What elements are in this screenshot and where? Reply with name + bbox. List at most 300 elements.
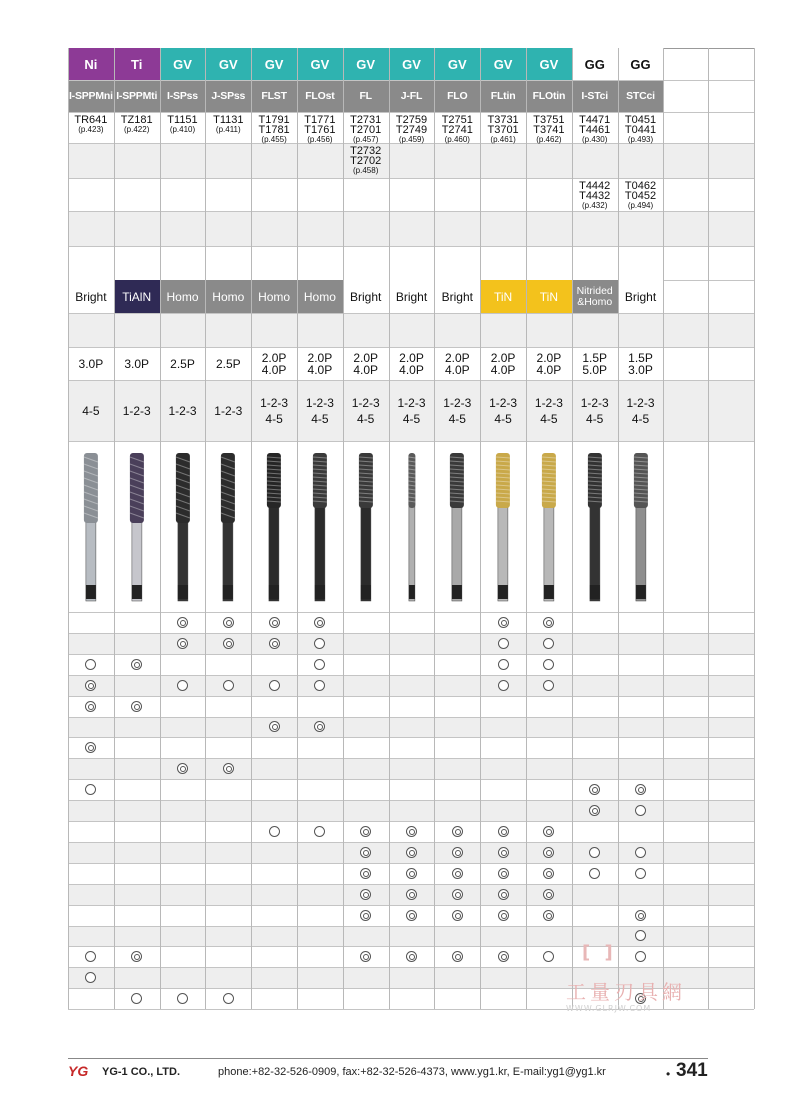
class-value: 4-5 [357, 411, 375, 426]
tap-type-label: I-SPss [167, 90, 198, 102]
recommended-icon [543, 910, 554, 921]
page-ref[interactable]: (p.455) [261, 135, 287, 144]
grid-hline [68, 654, 754, 655]
pitch-values [389, 347, 435, 380]
grade-gv: GV [205, 48, 251, 80]
suitable-icon [177, 993, 188, 1004]
product-codes [160, 112, 206, 143]
recommended-icon [177, 617, 188, 628]
product-code[interactable]: T2751 [441, 114, 473, 126]
coating-label: Bright [343, 280, 389, 313]
page-ref[interactable]: (p.432) [582, 201, 608, 210]
class-value: 1-2-3 [305, 395, 334, 410]
tap-type-label: J-FL [400, 90, 423, 102]
grid-vline [754, 48, 755, 1009]
product-codes [526, 112, 572, 143]
page-number: 341 [676, 1060, 708, 1081]
tap-type-label: FL [359, 90, 372, 102]
recommended-icon [406, 889, 417, 900]
product-codes [480, 112, 526, 143]
grid-vline [480, 48, 481, 1009]
recommended-icon [131, 659, 142, 670]
product-codes [434, 112, 480, 143]
recommended-icon [360, 889, 371, 900]
grid-hline [68, 967, 754, 968]
product-code[interactable]: T0452 [624, 190, 657, 202]
tolerance-classes [68, 380, 114, 441]
grid-hline [68, 717, 754, 718]
coating-label: TiN [526, 280, 572, 313]
grid-vline [160, 48, 161, 1009]
suitable-icon [635, 868, 646, 879]
pitch-value: 3.0P [78, 356, 104, 371]
recommended-icon [360, 826, 371, 837]
tolerance-classes [572, 380, 618, 441]
recommended-icon [406, 910, 417, 921]
product-codes [68, 112, 114, 143]
suitable-icon [498, 638, 509, 649]
pitch-value: 1.5P [582, 350, 608, 365]
tap-tool-image [160, 447, 206, 607]
product-code[interactable]: T4442 [579, 180, 611, 192]
grade-gv: GV [480, 48, 526, 80]
tap-type-label: FLtin [490, 90, 516, 102]
grid-hline [68, 884, 754, 885]
product-code[interactable]: T3751 [533, 114, 565, 126]
product-code[interactable]: TZ181 [120, 114, 153, 126]
grade-gv: GV [434, 48, 480, 80]
grid-hline [68, 800, 754, 801]
coating-label: Bright [434, 280, 480, 313]
class-value: 4-5 [448, 411, 466, 426]
grid-vline [251, 48, 252, 1009]
recommended-icon [498, 889, 509, 900]
grid-hline [68, 842, 754, 843]
recommended-icon [635, 910, 646, 921]
recommended-icon [269, 638, 280, 649]
class-value: 4-5 [586, 411, 604, 426]
product-codes [297, 112, 343, 143]
product-code[interactable]: T2702 [350, 155, 382, 167]
class-value: 1-2-3 [122, 403, 151, 418]
product-codes-alt [343, 143, 389, 178]
tolerance-classes [297, 380, 343, 441]
page-ref[interactable]: (p.462) [536, 135, 562, 144]
grade-gg: GG [618, 48, 664, 80]
grade-gv: GV [389, 48, 435, 80]
recommended-icon [543, 826, 554, 837]
row-shade [68, 143, 754, 178]
class-value: 1-2-3 [580, 395, 609, 410]
class-value: 4-5 [265, 411, 283, 426]
grade-gg: GG [572, 48, 618, 80]
tolerance-classes [480, 380, 526, 441]
recommended-icon [85, 680, 96, 691]
grid-vline [205, 48, 206, 1009]
pitch-value: 5.0P [582, 362, 608, 377]
tap-type-label: I-SPPMni [68, 90, 113, 102]
recommended-icon [452, 889, 463, 900]
coating-label: Homo [297, 280, 343, 313]
grade-gv: GV [251, 48, 297, 80]
tap-tool-image [343, 447, 389, 607]
recommended-icon [223, 638, 234, 649]
row-shade [68, 211, 754, 246]
pitch-value: 4.0P [444, 362, 470, 377]
grid-hline [68, 313, 754, 314]
tolerance-classes [114, 380, 160, 441]
recommended-icon [406, 847, 417, 858]
recommended-icon [360, 910, 371, 921]
row-shade [68, 758, 754, 779]
pitch-values [68, 347, 114, 380]
footer-rule [68, 1058, 708, 1059]
suitable-icon [543, 659, 554, 670]
grid-hline [68, 633, 754, 634]
page-ref[interactable]: (p.457) [353, 135, 379, 144]
recommended-icon [360, 847, 371, 858]
class-value: 1-2-3 [260, 395, 289, 410]
page-ref[interactable]: (p.460) [444, 135, 470, 144]
page-ref[interactable]: (p.430) [582, 135, 608, 144]
row-shade [68, 717, 754, 738]
grade-gv: GV [526, 48, 572, 80]
product-codes-alt [618, 178, 664, 213]
product-codes [572, 112, 618, 143]
product-codes [618, 112, 664, 143]
class-value: 1-2-3 [534, 395, 563, 410]
product-code[interactable]: T2732 [350, 145, 382, 157]
page-ref[interactable]: (p.459) [398, 135, 425, 144]
class-value: 1-2-3 [397, 395, 426, 410]
grade-gv: GV [343, 48, 389, 80]
row-shade [68, 675, 754, 696]
grid-hline [68, 905, 754, 906]
product-code[interactable]: T0462 [624, 180, 657, 192]
grade-gv: GV [297, 48, 343, 80]
row-shade [68, 313, 754, 347]
tolerance-classes [343, 380, 389, 441]
grid-hline [68, 246, 754, 247]
recommended-icon [85, 742, 96, 753]
grid-hline [68, 926, 754, 927]
class-value: 1-2-3 [626, 395, 655, 410]
recommended-icon [543, 617, 554, 628]
grid-vline [68, 48, 69, 1009]
coating-label: Bright [389, 280, 435, 313]
tap-tool-image [68, 447, 114, 607]
product-code[interactable]: T1761 [304, 124, 336, 136]
tolerance-classes [205, 380, 251, 441]
tap-tool-image [572, 447, 618, 607]
pitch-value: 2.5P [170, 356, 195, 371]
suitable-icon [635, 847, 646, 858]
suitable-icon [85, 659, 96, 670]
row-shade [68, 800, 754, 821]
grid-vline [618, 48, 619, 1009]
recommended-icon [452, 868, 463, 879]
recommended-icon [223, 763, 234, 774]
product-code[interactable]: T4471 [579, 114, 611, 126]
product-code[interactable]: T2741 [441, 124, 473, 136]
recommended-icon [498, 910, 509, 921]
recommended-icon [131, 701, 142, 712]
product-codes-alt [572, 178, 618, 213]
recommended-icon [498, 847, 509, 858]
suitable-icon [85, 951, 96, 962]
pitch-values [526, 347, 572, 380]
tolerance-classes [618, 380, 664, 441]
product-code[interactable]: T3731 [487, 114, 519, 126]
suitable-icon [498, 680, 509, 691]
pitch-values [251, 347, 297, 380]
product-code[interactable]: T2731 [350, 114, 382, 126]
suitable-icon [589, 868, 600, 879]
watermark-url: WWW.GLRJW.COM [566, 1004, 652, 1013]
product-codes [114, 112, 160, 143]
coating-label: Homo [205, 280, 251, 313]
pitch-values [160, 347, 206, 380]
tap-tool-image [205, 447, 251, 607]
product-code[interactable]: TR641 [74, 114, 108, 126]
recommended-icon [498, 868, 509, 879]
product-codes [205, 112, 251, 143]
class-value: 4-5 [540, 411, 558, 426]
recommended-icon [406, 951, 417, 962]
product-code[interactable]: T1781 [258, 124, 290, 136]
recommended-icon [360, 951, 371, 962]
product-code[interactable]: T0441 [624, 124, 657, 136]
page-ref[interactable]: (p.411) [215, 125, 241, 134]
class-value: 1-2-3 [214, 403, 243, 418]
suitable-icon [314, 826, 325, 837]
grid-hline [68, 675, 754, 676]
pitch-value: 3.0P [124, 356, 150, 371]
grid-hline [68, 612, 754, 613]
pitch-value: 2.0P [444, 350, 470, 365]
recommended-icon [406, 868, 417, 879]
product-codes [343, 112, 389, 143]
grid-hline [68, 737, 754, 738]
recommended-icon [177, 638, 188, 649]
suitable-icon [635, 805, 646, 816]
page-ref[interactable]: (p.493) [627, 135, 654, 144]
grid-vline [297, 48, 298, 1009]
tap-tool-image [434, 447, 480, 607]
tolerance-classes [434, 380, 480, 441]
suitable-icon [543, 680, 554, 691]
watermark-text: 工量刃具網 [566, 980, 686, 1004]
tap-tool-image [297, 447, 343, 607]
grade-ni: Ni [68, 48, 114, 80]
grid-vline [389, 48, 390, 1009]
page-ref[interactable]: (p.422) [124, 125, 150, 134]
grid-vline [526, 48, 527, 1009]
tolerance-classes [526, 380, 572, 441]
grid-hline [68, 758, 754, 759]
grid-hline [68, 863, 754, 864]
tap-tool-image [114, 447, 160, 607]
recommended-icon [360, 868, 371, 879]
suitable-icon [543, 951, 554, 962]
watermark-mark: [ ] [582, 942, 617, 963]
recommended-icon [452, 951, 463, 962]
pitch-value: 4.0P [307, 362, 333, 377]
page-ref[interactable]: (p.494) [627, 201, 654, 210]
product-codes [251, 112, 297, 143]
contact-line: phone:+82-32-526-0909, fax:+82-32-526-4373, www.yg1.kr, E-mail:yg1@yg1.kr [218, 1066, 606, 1078]
coating-label: Bright [68, 280, 114, 313]
grid-vline [572, 48, 573, 1009]
recommended-icon [589, 784, 600, 795]
pitch-values [343, 347, 389, 380]
grid-hline [68, 821, 754, 822]
class-value: 4-5 [631, 411, 650, 426]
suitable-icon [131, 993, 142, 1004]
pitch-value: 4.0P [536, 362, 562, 377]
tap-type-label: I-SPPMti [116, 90, 158, 102]
class-value: 1-2-3 [443, 395, 472, 410]
pitch-value: 4.0P [261, 362, 287, 377]
pitch-value: 2.5P [215, 356, 241, 371]
tap-tool-image [251, 447, 297, 607]
recommended-icon [452, 910, 463, 921]
product-code[interactable]: T0451 [624, 114, 657, 126]
tap-type-label: FLO [447, 90, 468, 102]
suitable-icon [314, 680, 325, 691]
product-code[interactable]: T1771 [304, 114, 336, 126]
page-bullet: • [666, 1067, 671, 1081]
tap-type-label: STCci [626, 90, 655, 102]
row-shade [68, 633, 754, 654]
recommended-icon [498, 826, 509, 837]
suitable-icon [589, 847, 600, 858]
class-value: 4-5 [311, 411, 329, 426]
tap-tool-image [480, 447, 526, 607]
grid-vline [434, 48, 435, 1009]
class-value: 1-2-3 [351, 395, 380, 410]
class-value: 4-5 [494, 411, 512, 426]
recommended-icon [269, 721, 280, 732]
suitable-icon [269, 826, 280, 837]
pitch-values [205, 347, 251, 380]
pitch-value: 2.0P [490, 350, 516, 365]
tap-type-label: J-SPss [211, 90, 246, 102]
pitch-value: 3.0P [628, 362, 653, 377]
pitch-values [434, 347, 480, 380]
yg1-logo: YG [68, 1063, 89, 1079]
recommended-icon [223, 617, 234, 628]
product-code[interactable]: T1131 [213, 114, 244, 126]
pitch-values [480, 347, 526, 380]
row-shade [68, 926, 754, 947]
tap-type-label: FLST [261, 90, 287, 102]
class-value: 4-5 [82, 403, 100, 418]
grade-gv: GV [160, 48, 206, 80]
coating-label: Nitrided &Homo [572, 280, 618, 313]
pitch-value: 2.0P [399, 350, 424, 365]
pitch-value: 4.0P [353, 362, 379, 377]
grid-hline [68, 696, 754, 697]
recommended-icon [131, 951, 142, 962]
product-code[interactable]: T1791 [258, 114, 290, 126]
page-ref[interactable]: (p.461) [490, 135, 516, 144]
product-code[interactable]: T2749 [395, 124, 428, 136]
grid-hline [68, 779, 754, 780]
grid-hline [68, 946, 754, 947]
coating-label: TiAlN [114, 280, 160, 313]
product-code[interactable]: T3741 [533, 124, 565, 136]
product-code[interactable]: T3701 [487, 124, 519, 136]
pitch-values [572, 347, 618, 380]
coating-label: Bright [618, 280, 664, 313]
pitch-value: 2.0P [307, 350, 333, 365]
page-ref[interactable]: (p.456) [307, 135, 333, 144]
recommended-icon [498, 617, 509, 628]
pitch-value: 1.5P [628, 350, 653, 365]
recommended-icon [85, 701, 96, 712]
pitch-value: 4.0P [399, 362, 424, 377]
recommended-icon [452, 826, 463, 837]
product-code[interactable]: T4461 [579, 124, 611, 136]
pitch-values [114, 347, 160, 380]
page-ref[interactable]: (p.458) [353, 166, 379, 175]
recommended-icon [635, 784, 646, 795]
recommended-icon [452, 847, 463, 858]
grid-vline [114, 48, 115, 1009]
recommended-icon [543, 868, 554, 879]
product-code[interactable]: T2701 [350, 124, 382, 136]
tap-type-label: FLOtin [532, 90, 566, 102]
suitable-icon [223, 680, 234, 691]
tolerance-classes [251, 380, 297, 441]
class-value: 1-2-3 [168, 403, 197, 418]
tap-tool-image [389, 447, 435, 607]
recommended-icon [543, 889, 554, 900]
page-ref[interactable]: (p.423) [78, 125, 104, 134]
tap-type-label: I-STci [581, 90, 608, 102]
suitable-icon [85, 784, 96, 795]
grid-vline [343, 48, 344, 1009]
recommended-icon [406, 826, 417, 837]
product-code[interactable]: T2759 [395, 114, 428, 126]
product-code[interactable]: T4432 [579, 190, 611, 202]
suitable-icon [269, 680, 280, 691]
coating-label: Homo [251, 280, 297, 313]
pitch-value: 2.0P [261, 350, 287, 365]
suitable-icon [223, 993, 234, 1004]
recommended-icon [269, 617, 280, 628]
grid-hline [68, 441, 754, 442]
pitch-value: 2.0P [353, 350, 379, 365]
grid-vline [663, 48, 664, 1009]
product-code[interactable]: T1151 [167, 114, 198, 126]
company-name: YG-1 CO., LTD. [102, 1066, 181, 1078]
recommended-icon [498, 951, 509, 962]
tap-type-label: FLOst [305, 90, 335, 102]
pitch-values [297, 347, 343, 380]
tolerance-classes [160, 380, 206, 441]
tap-tool-image [618, 447, 664, 607]
suitable-icon [498, 659, 509, 670]
page-ref[interactable]: (p.410) [169, 125, 196, 134]
pitch-values [618, 347, 664, 380]
tap-tool-image [526, 447, 572, 607]
suitable-icon [177, 680, 188, 691]
recommended-icon [314, 617, 325, 628]
product-codes [389, 112, 435, 143]
suitable-icon [314, 659, 325, 670]
